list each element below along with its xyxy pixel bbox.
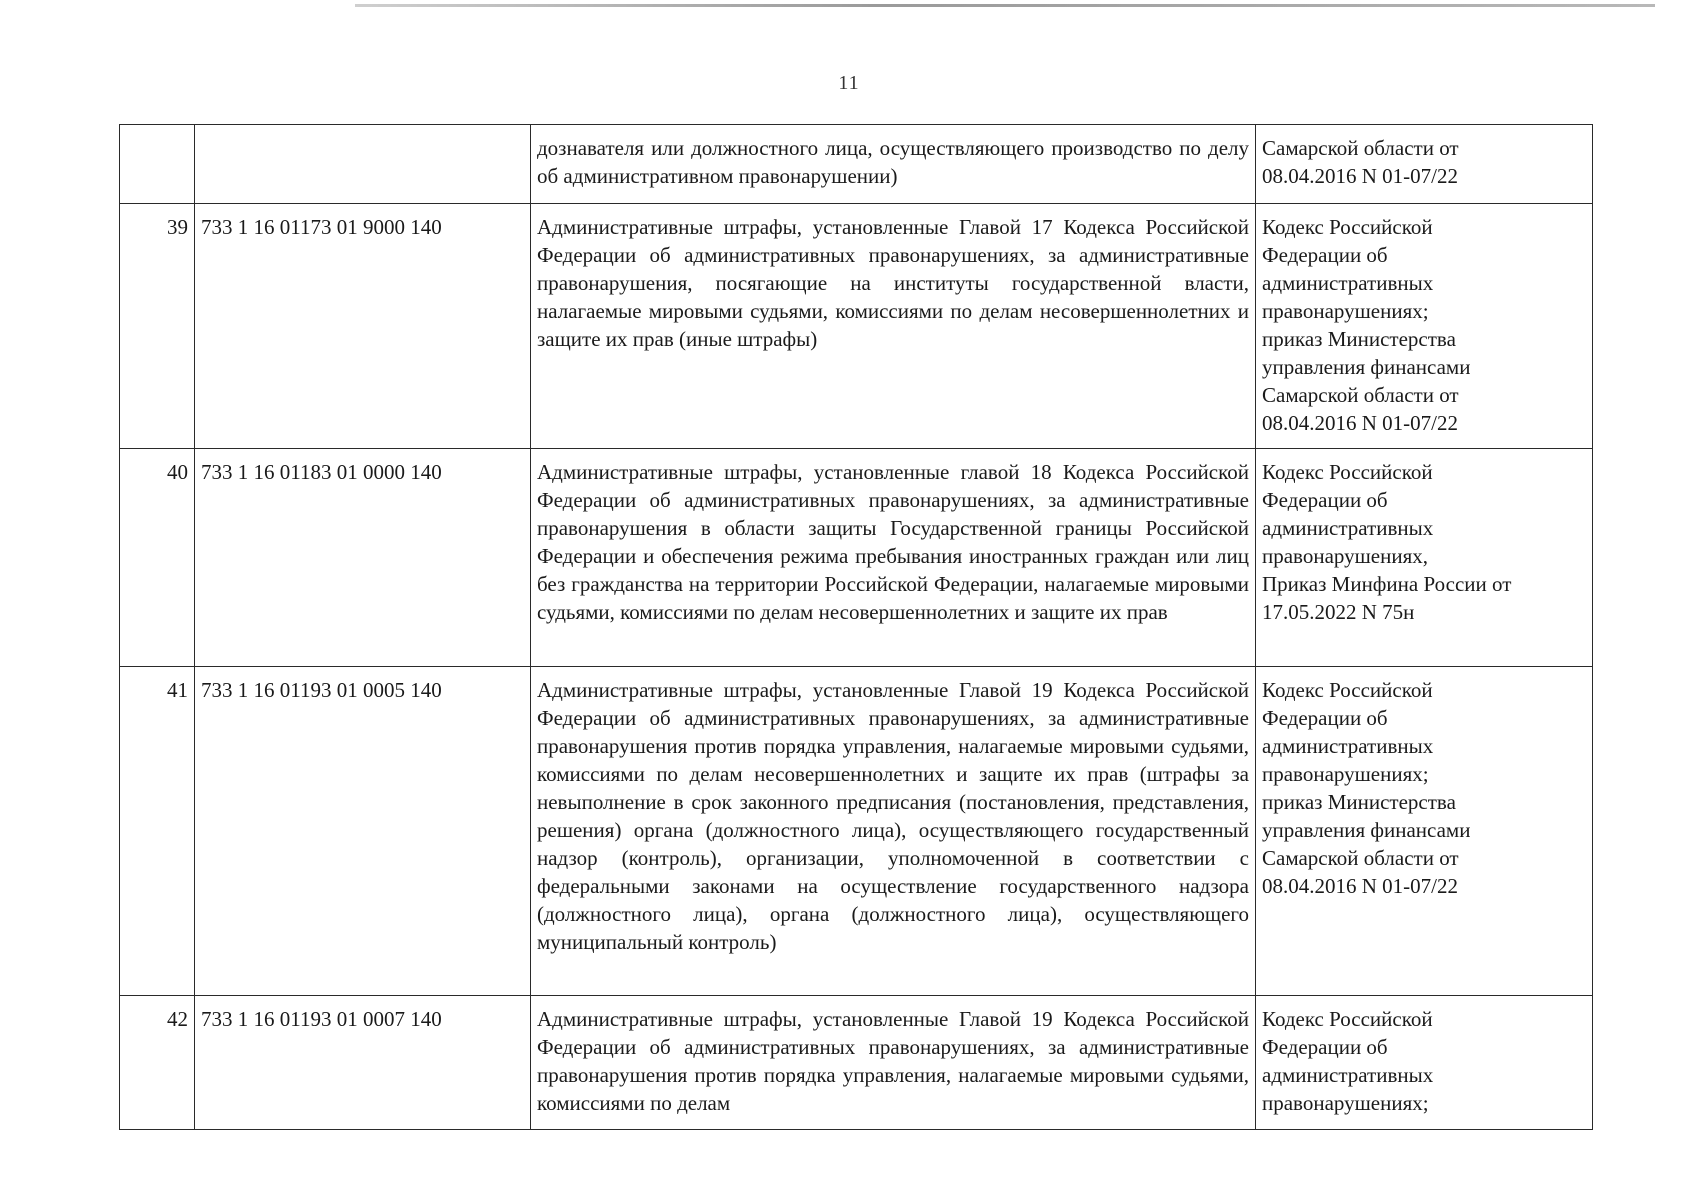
- budget-code: 733 1 16 01173 01 9000 140: [195, 204, 531, 449]
- legal-basis: Кодекс Российской Федерации об административных правонарушениях;: [1256, 996, 1593, 1130]
- income-description: Административные штрафы, установленные Главой 19 Кодекса Российской Федерации об административных правонарушениях, за административные правонарушения против порядка управления, налагаемые мировыми судьями, комиссиями по делам несовершеннолетних и защите их прав (штрафы за невыполнение в срок законного предписания (постановления, представления, решения) органа (должностного лица), осуществляющего государственный надзор (контроль), организации, уполномоченной в соответствии с федеральными законами на осуществление государственного надзора (должностного лица), органа (должностного лица), осуществляющего муниципальный контроль): [531, 667, 1256, 996]
- row-number: [120, 125, 195, 204]
- legal-basis: Кодекс Российской Федерации об административных правонарушениях; приказ Министерства управления финансами Самарской области от 08.04.2016 N 01-07/22: [1256, 667, 1593, 996]
- budget-codes-table: [119, 124, 1593, 1130]
- scan-edge-line: [355, 4, 1655, 7]
- budget-code: 733 1 16 01193 01 0007 140: [195, 996, 531, 1130]
- legal-basis: Кодекс Российской Федерации об административных правонарушениях, Приказ Минфина России от 17.05.2022 N 75н: [1256, 449, 1593, 667]
- budget-code: [195, 125, 531, 204]
- table-row: [120, 125, 1593, 204]
- page-number: 11: [838, 72, 860, 94]
- table-row: [120, 449, 1593, 667]
- income-description: Административные штрафы, установленные Главой 19 Кодекса Российской Федерации об административных правонарушениях, за административные правонарушения против порядка управления, налагаемые мировыми судьями, комиссиями по делам: [531, 996, 1256, 1130]
- legal-basis: Самарской области от 08.04.2016 N 01-07/22: [1256, 125, 1593, 204]
- budget-code: 733 1 16 01193 01 0005 140: [195, 667, 531, 996]
- table-row: [120, 204, 1593, 449]
- table-row: [120, 996, 1593, 1130]
- row-number: 39: [120, 204, 195, 449]
- budget-code: 733 1 16 01183 01 0000 140: [195, 449, 531, 667]
- row-number: 40: [120, 449, 195, 667]
- legal-basis: Кодекс Российской Федерации об административных правонарушениях; приказ Министерства управления финансами Самарской области от 08.04.2016 N 01-07/22: [1256, 204, 1593, 449]
- row-number: 42: [120, 996, 195, 1130]
- income-description: дознавателя или должностного лица, осуществляющего производство по делу об административном правонарушении): [531, 125, 1256, 204]
- income-description: Административные штрафы, установленные Главой 17 Кодекса Российской Федерации об административных правонарушениях, за административные правонарушения, посягающие на институты государственной власти, налагаемые мировыми судьями, комиссиями по делам несовершеннолетних и защите их прав (иные штрафы): [531, 204, 1256, 449]
- income-description: Административные штрафы, установленные главой 18 Кодекса Российской Федерации об административных правонарушениях, за административные правонарушения в области защиты Государственной границы Российской Федерации и обеспечения режима пребывания иностранных граждан или лиц без гражданства на территории Российской Федерации, налагаемые мировыми судьями, комиссиями по делам несовершеннолетних и защите их прав: [531, 449, 1256, 667]
- table-row: [120, 667, 1593, 996]
- row-number: 41: [120, 667, 195, 996]
